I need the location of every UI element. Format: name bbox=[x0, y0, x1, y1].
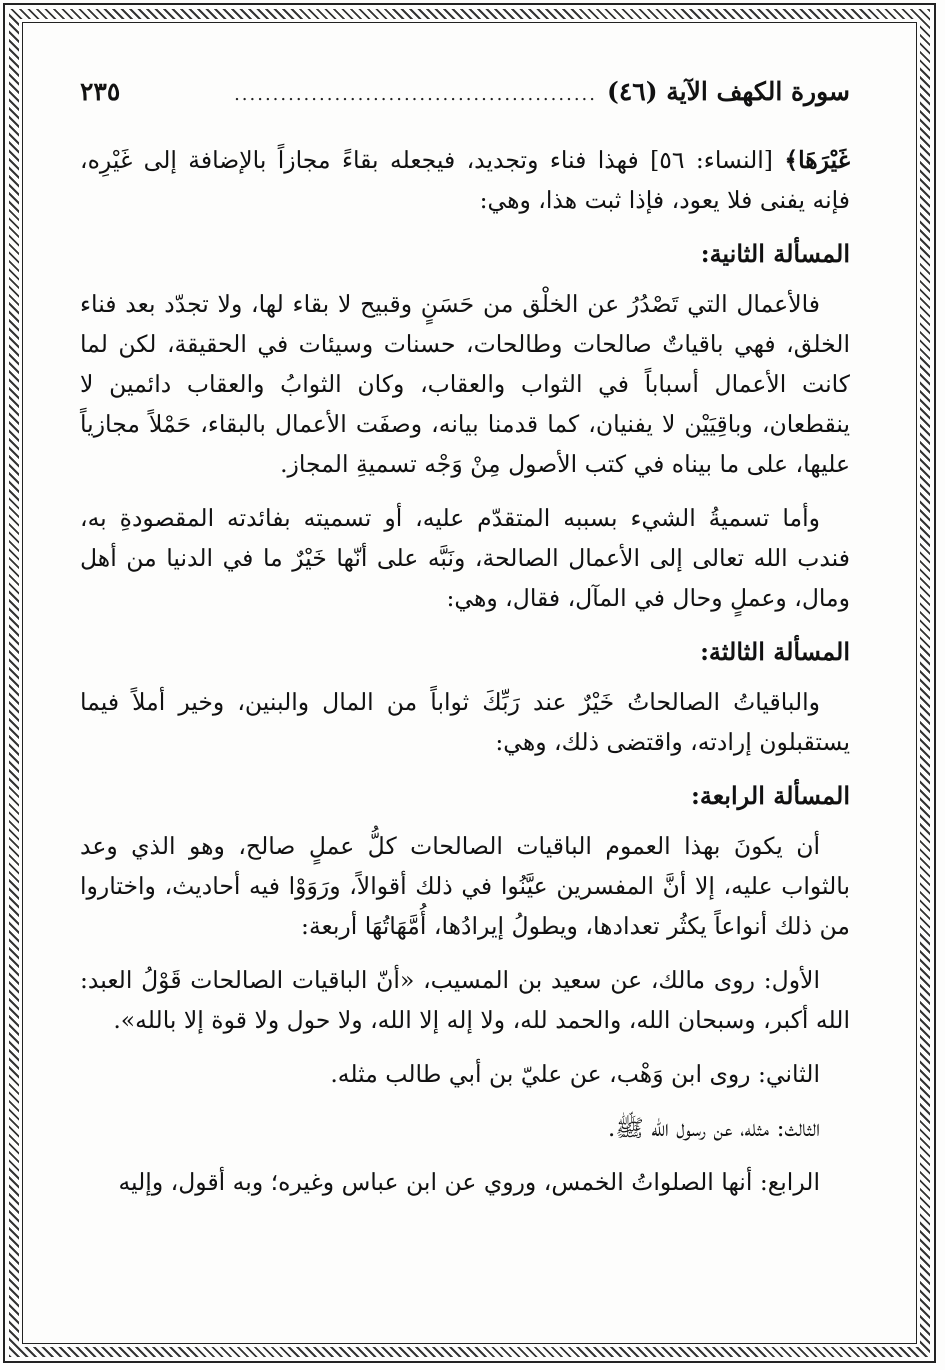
paragraph-2: فالأعمال التي تَصْدُرُ عن الخلْق من حَسَنٍ وقبيح لا بقاء لها، ولا تجدّد بعد فناء الخلق، فهي باقياتٌ صالحات وطالحات، حسنات وسيئات في الحقيقة، لكن لما كانت الأعمال أسباباً في الثواب والعقاب، وكان الثوابُ والعقاب دائمين لا ينقطعان، وباقِيَيْن لا يفنيان، كما قدمنا بيانه، وصفَت الأعمال بالبقاء، حَمْلاً مجازياً عليها، على ما بيناه في كتب الأصول مِنْ وَجْه تسميةِ المجاز. bbox=[80, 290, 850, 478]
book-page bbox=[80, 70, 850, 1300]
page-number: ٢٣٥ bbox=[80, 77, 121, 106]
section-heading-2: المسألة الثانية: bbox=[700, 239, 850, 268]
section-heading-3: المسألة الثالثة: bbox=[700, 637, 850, 666]
paragraph-1 bbox=[80, 140, 850, 220]
paragraph-1-text: [النساء: ٥٦] فهذا فناء وتجديد، فيجعله بقاءً مجازاً بالإضافة إلى غَيْرِه، فإنه يفنى فلا يعود، فإذا ثبت هذا، وهي: bbox=[80, 146, 850, 214]
section-heading-4: المسألة الرابعة: bbox=[691, 781, 850, 810]
paragraph-first-opinion: الأول: روى مالك، عن سعيد بن المسيب، «أنّ الباقيات الصالحات قَوْلُ العبد: الله أكبر، وسبحان الله، والحمد لله، ولا إله إلا الله، ولا حول ولا قوة إلا بالله». bbox=[80, 966, 850, 1034]
paragraph-4: والباقياتُ الصالحاتُ خَيْرٌ عند رَبِّكَ ثواباً من المال والبنين، وخير أملاً فيما يستقبلون إرادته، واقتضى ذلك، وهي: bbox=[80, 688, 850, 756]
header-title: سورة الكهف الآية (٤٦) bbox=[606, 77, 850, 106]
paragraph-second-opinion: الثاني: روى ابن وَهْب، عن عليّ بن أبي طالب مثله. bbox=[330, 1060, 820, 1088]
paragraph-5: أن يكونَ بهذا العموم الباقيات الصالحات كلُّ عملٍ صالح، وهو الذي وعد بالثواب عليه، إلا أنَّ المفسرين عيَّنُوا في ذلك أقوالاً، ورَوَوْا فيه أحاديث، واختاروا من ذلك أنواعاً يكثُر تعدادها، ويطولُ إيرادُها، أُمَّهَاتُهَا أربعة: bbox=[80, 832, 850, 940]
paragraph-fourth-opinion: الرابع: أنها الصلواتُ الخمس، وروي عن ابن عباس وغيره؛ وبه أقول، وإليه bbox=[118, 1168, 820, 1196]
header-leader-dots: ............................................... bbox=[234, 84, 597, 105]
paragraph-third-opinion: الثالث: مثله، عن رسول الله ﷺ. bbox=[607, 1114, 820, 1142]
paragraph-3: وأما تسميةُ الشيء بسببه المتقدّم عليه، أو تسميته بفائدته المقصودةِ به، فندب الله تعالى إلى الأعمال الصالحة، ونَبَّه على أنّها خَيْرٌ ما في الدنيا من أهل ومال، وعملٍ وحال في المآل، فقال، وهي: bbox=[80, 504, 850, 612]
quran-fragment: غَيْرَهَا﴾ bbox=[784, 146, 850, 174]
running-header bbox=[80, 70, 850, 114]
